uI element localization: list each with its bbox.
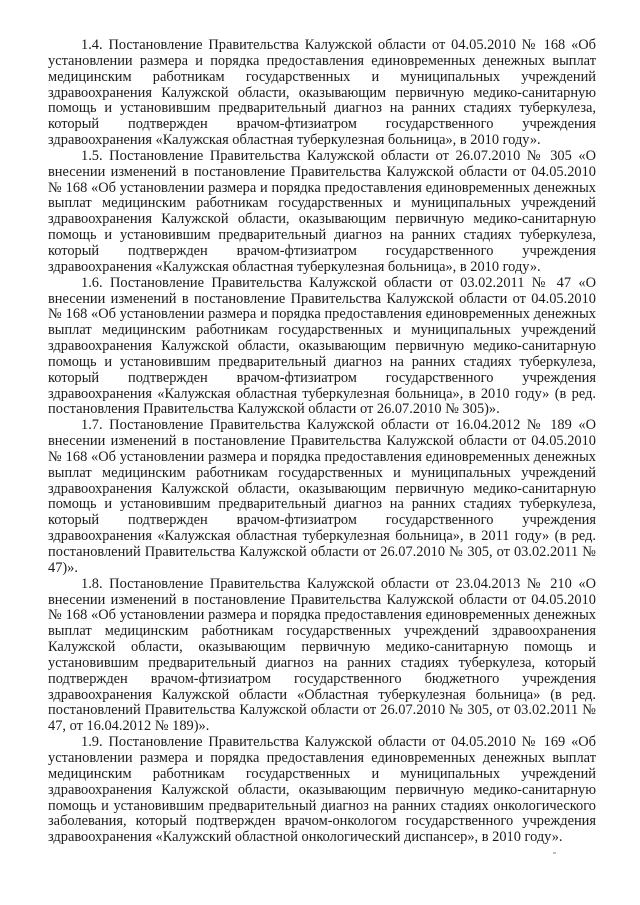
paragraph-1-7: 1.7. Постановление Правительства Калужской области от 16.04.2012 № 189 «О внесении изменений в постановление Правительства Калужской области от 04.05.2010 № 168 «Об установлении размера и порядка предоставления единовременных денежных выплат медицинским работникам государственных и муниципальных учреждений здравоохранения Калужской области, оказывающим первичную медико-санитарную помощь и установившим предварительный диагноз на ранних стадиях туберкулеза, который подтвержден врачом-фтизиатром государственного учреждения здравоохранения «Калужская областная туберкулезная больница», в 2011 году» (в ред. постановлений Правительства Калужской области от 26.07.2010 № 305, от 03.02.2011 № 47)». bbox=[48, 417, 596, 576]
paragraph-1-5: 1.5. Постановление Правительства Калужской области от 26.07.2010 № 305 «О внесении изменений в постановление Правительства Калужской области от 04.05.2010 № 168 «Об установлении размера и порядка предоставления единовременных денежных выплат медицинским работникам государственных и муниципальных учреждений здравоохранения Калужской области, оказывающим первичную медико-санитарную помощь и установившим предварительный диагноз на ранних стадиях туберкулеза, который подтвержден врачом-фтизиатром государственного учреждения здравоохранения «Калужская областная туберкулезная больница», в 2010 году». bbox=[48, 147, 596, 275]
document-body bbox=[48, 38, 596, 846]
paragraph-1-6: 1.6. Постановление Правительства Калужской области от 03.02.2011 № 47 «О внесении изменений в постановление Правительства Калужской области от 04.05.2010 № 168 «Об установлении размера и порядка предоставления единовременных денежных выплат медицинским работникам государственных и муниципальных учреждений здравоохранения Калужской области, оказывающим первичную медико-санитарную помощь и установившим предварительный диагноз на ранних стадиях туберкулеза, который подтвержден врачом-фтизиатром государственного учреждения здравоохранения «Калужская областная туберкулезная больница», в 2010 году» (в ред. постановления Правительства Калужской области от 26.07.2010 № 305)». bbox=[48, 274, 596, 418]
scan-speck bbox=[553, 852, 556, 854]
paragraph-1-8: 1.8. Постановление Правительства Калужской области от 23.04.2013 № 210 «О внесении изменений в постановление Правительства Калужской области от 04.05.2010 № 168 «Об установлении размера и порядка предоставления единовременных денежных выплат медицинским работникам государственных учреждений здравоохранения Калужской области, оказывающим первичную медико-санитарную помощь и установившим предварительный диагноз на ранних стадиях туберкулеза, который подтвержден врачом-фтизиатром государственного бюджетного учреждения здравоохранения Калужской области «Областная туберкулезная больница» (в ред. постановлений Правительства Калужской области от 26.07.2010 № 305, от 03.02.2011 № 47, от 16.04.2012 № 189)». bbox=[48, 575, 596, 735]
paragraph-1-4: 1.4. Постановление Правительства Калужской области от 04.05.2010 № 168 «Об установлении размера и порядка предоставления единовременных денежных выплат медицинским работникам государственных и муниципальных учреждений здравоохранения Калужской области, оказывающим первичную медико-санитарную помощь и установившим предварительный диагноз на ранних стадиях туберкулеза, который подтвержден врачом-фтизиатром государственного учреждения здравоохранения «Калужская областная туберкулезная больница», в 2010 году». bbox=[48, 37, 596, 149]
paragraph-1-9: 1.9. Постановление Правительства Калужской области от 04.05.2010 № 169 «Об установлении размера и порядка предоставления единовременных денежных выплат медицинским работникам государственных и муниципальных учреждений здравоохранения Калужской области, оказывающим первичную медико-санитарную помощь и установившим предварительный диагноз на ранних стадиях онкологического заболевания, который подтвержден врачом-онкологом государственного учреждения здравоохранения «Калужский областной онкологический диспансер», в 2010 году». bbox=[48, 734, 596, 846]
